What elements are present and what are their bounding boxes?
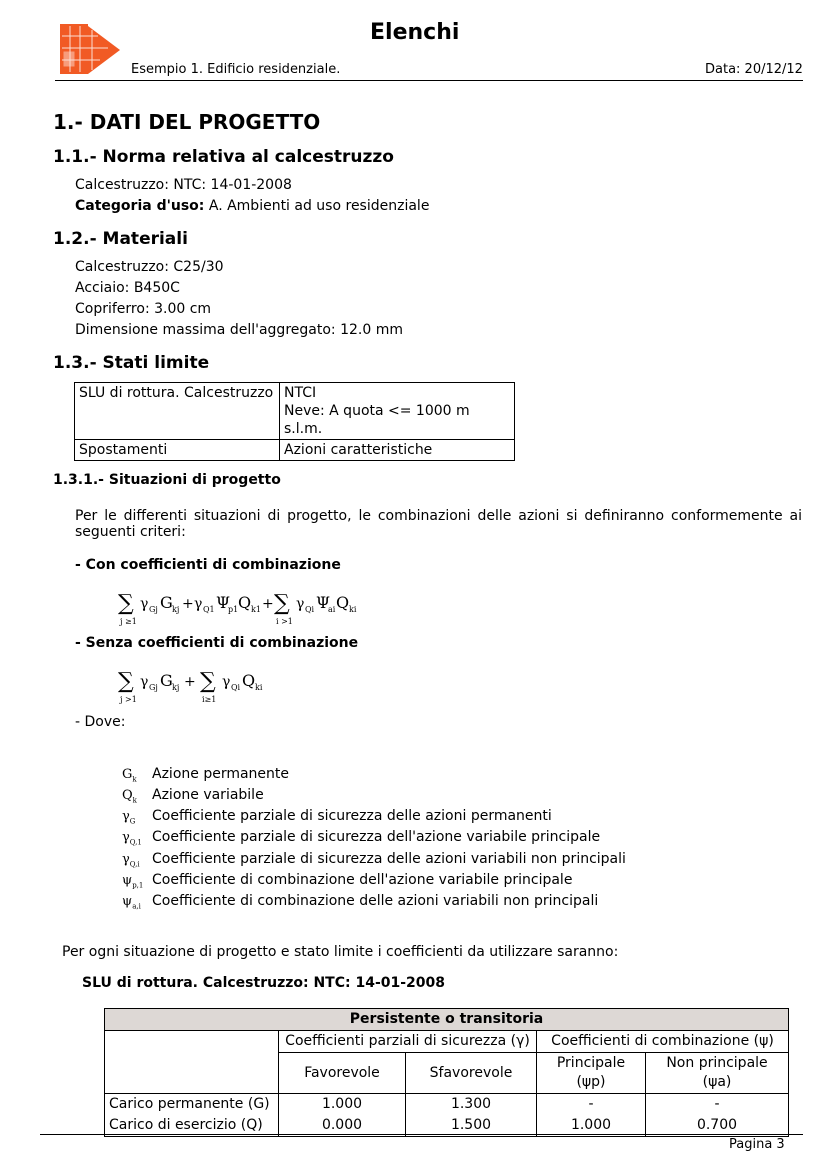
combination-formula-1 (118, 586, 388, 630)
column-header: Sfavorevole (406, 1053, 537, 1094)
svg-text:γ: γ (140, 674, 149, 690)
table-cell: Spostamenti (75, 440, 280, 461)
svg-text:γ: γ (140, 596, 149, 612)
legend-text: Azione permanente (152, 766, 290, 782)
usage-category-value: A. Ambienti ad uso residenziale (204, 198, 430, 214)
coefficients-intro: Per ogni situazione di progetto e stato limite i coefficienti da utilizzare saranno: (62, 944, 619, 960)
material-line: Acciaio: B450C (75, 280, 180, 296)
legend-text: Azione variabile (152, 787, 264, 803)
legend-item (122, 808, 552, 826)
group-header-safety: Coefficienti parziali di sicurezza (γ) (279, 1031, 537, 1053)
svg-text:k1: k1 (251, 605, 261, 614)
svg-text:+: + (182, 596, 194, 612)
svg-text:i≥1: i≥1 (202, 695, 217, 704)
svg-text:i >1: i >1 (276, 617, 293, 626)
symbol-qk: $Q_k$ (122, 788, 137, 805)
symbol-psi-p1: $\psi_{p,1}$ (122, 873, 144, 890)
svg-text:+: + (262, 596, 274, 612)
company-logo (58, 22, 122, 78)
svg-text:kj: kj (172, 605, 180, 614)
usage-category-label: Categoria d'uso: (75, 198, 205, 214)
svg-text:ai: ai (328, 605, 336, 614)
svg-text:γ: γ (222, 674, 231, 690)
svg-text:γ: γ (296, 596, 305, 612)
svg-text:j ≥1: j ≥1 (120, 617, 137, 626)
table-title-cell: Persistente o transitoria (105, 1009, 789, 1031)
page-number: Pagina 3 (729, 1137, 785, 1152)
material-line: Dimensione massima dell'aggregato: 12.0 mm (75, 322, 403, 338)
svg-text:Q: Q (238, 593, 252, 612)
section-heading-1: 1.- DATI DEL PROGETTO (53, 110, 321, 134)
table-cell (280, 383, 515, 440)
svg-text:∑: ∑ (118, 591, 134, 616)
header-divider (55, 80, 803, 81)
svg-text:Q1: Q1 (203, 605, 215, 614)
svg-text:γ: γ (194, 596, 203, 612)
table-cell: 1.000 (537, 1115, 646, 1137)
table-cell: - (646, 1094, 789, 1116)
usage-category-line (75, 198, 429, 214)
svg-text:G: G (160, 593, 173, 612)
coefficients-table (104, 1008, 789, 1137)
table-row (105, 1031, 789, 1053)
limit-states-table (74, 382, 515, 461)
symbol-gk: $G_k$ (122, 767, 137, 784)
without-coefficients-heading: - Senza coefficienti di combinazione (75, 635, 359, 651)
row-label: Carico di esercizio (Q) (105, 1115, 279, 1137)
svg-text:∑: ∑ (118, 669, 134, 694)
table-row (105, 1094, 789, 1116)
table-cell (105, 1031, 279, 1094)
combination-formula-2 (118, 664, 298, 708)
svg-text:Qi: Qi (305, 605, 315, 614)
material-line: Calcestruzzo: C25/30 (75, 259, 224, 275)
svg-text:G: G (160, 671, 173, 690)
symbol-gamma-qi: $\gamma_{Q,i}$ (122, 852, 140, 869)
design-situations-intro: Per le differenti situazioni di progetto, le combinazioni delle azioni si definiranno conformemente ai seguenti criteri: (75, 508, 802, 540)
material-line: Copriferro: 3.00 cm (75, 301, 212, 317)
legend-text: Coefficiente parziale di sicurezza delle azioni permanenti (152, 808, 552, 824)
column-header: Principale (ψp) (537, 1053, 646, 1094)
table-cell: 0.000 (279, 1115, 406, 1137)
table-row (75, 383, 515, 440)
svg-text:ki: ki (255, 683, 263, 692)
legend-text: Coefficiente parziale di sicurezza delle azioni variabili non principali (152, 851, 626, 867)
legend-item (122, 893, 598, 911)
table-cell: - (537, 1094, 646, 1116)
document-subtitle: Esempio 1. Edificio residenziale. (131, 62, 341, 77)
section-heading-1-3: 1.3.- Stati limite (53, 353, 210, 373)
document-date: Data: 20/12/12 (705, 62, 803, 77)
svg-text:j >1: j >1 (120, 695, 137, 704)
svg-text:+: + (184, 674, 196, 690)
legend-item (122, 829, 600, 847)
document-title: Elenchi (370, 20, 460, 45)
row-label: Carico permanente (G) (105, 1094, 279, 1116)
concrete-norm-line: Calcestruzzo: NTC: 14-01-2008 (75, 177, 292, 193)
svg-text:Q: Q (336, 593, 350, 612)
symbol-gamma-q1: $\gamma_{Q,1}$ (122, 830, 142, 847)
slu-heading: SLU di rottura. Calcestruzzo: NTC: 14-01-2008 (82, 975, 446, 991)
svg-text:kj: kj (172, 683, 180, 692)
table-cell: 1.500 (406, 1115, 537, 1137)
svg-text:∑: ∑ (274, 591, 290, 616)
svg-text:Gj: Gj (149, 683, 158, 692)
svg-text:Ψ: Ψ (216, 593, 231, 612)
svg-text:∑: ∑ (200, 669, 216, 694)
with-coefficients-heading: - Con coefficienti di combinazione (75, 557, 341, 573)
table-cell: SLU di rottura. Calcestruzzo (75, 383, 280, 440)
symbol-psi-ai: $\psi_{a,i}$ (122, 894, 141, 911)
column-header: Favorevole (279, 1053, 406, 1094)
footer-divider (40, 1134, 803, 1135)
svg-text:Gj: Gj (149, 605, 158, 614)
table-cell: 1.300 (406, 1094, 537, 1116)
where-label: - Dove: (75, 714, 126, 730)
table-cell: Azioni caratteristiche (280, 440, 515, 461)
table-cell: 1.000 (279, 1094, 406, 1116)
legend-text: Coefficiente di combinazione delle azioni variabili non principali (152, 893, 599, 909)
legend-text: Coefficiente di combinazione dell'azione variabile principale (152, 872, 573, 888)
group-header-combination: Coefficienti di combinazione (ψ) (537, 1031, 789, 1053)
svg-text:Ψ: Ψ (316, 593, 331, 612)
table-cell: 0.700 (646, 1115, 789, 1137)
legend-item (122, 787, 264, 805)
svg-text:ki: ki (349, 605, 357, 614)
svg-text:p1: p1 (228, 605, 239, 614)
column-header: Non principale (ψa) (646, 1053, 789, 1094)
section-heading-1-2: 1.2.- Materiali (53, 229, 188, 249)
symbol-gamma-g: $\gamma_G$ (122, 809, 136, 826)
cell-line: NTCI (284, 385, 317, 401)
legend-item (122, 872, 572, 890)
svg-text:Qi: Qi (231, 683, 241, 692)
table-row (105, 1009, 789, 1031)
legend-item (122, 766, 289, 784)
cell-line: Neve: A quota <= 1000 m s.l.m. (284, 403, 470, 437)
section-heading-1-3-1: 1.3.1.- Situazioni di progetto (53, 472, 281, 488)
legend-item (122, 851, 626, 869)
legend-text: Coefficiente parziale di sicurezza dell'azione variabile principale (152, 829, 601, 845)
svg-text:Q: Q (242, 671, 256, 690)
table-row (75, 440, 515, 461)
section-heading-1-1: 1.1.- Norma relativa al calcestruzzo (53, 147, 394, 167)
